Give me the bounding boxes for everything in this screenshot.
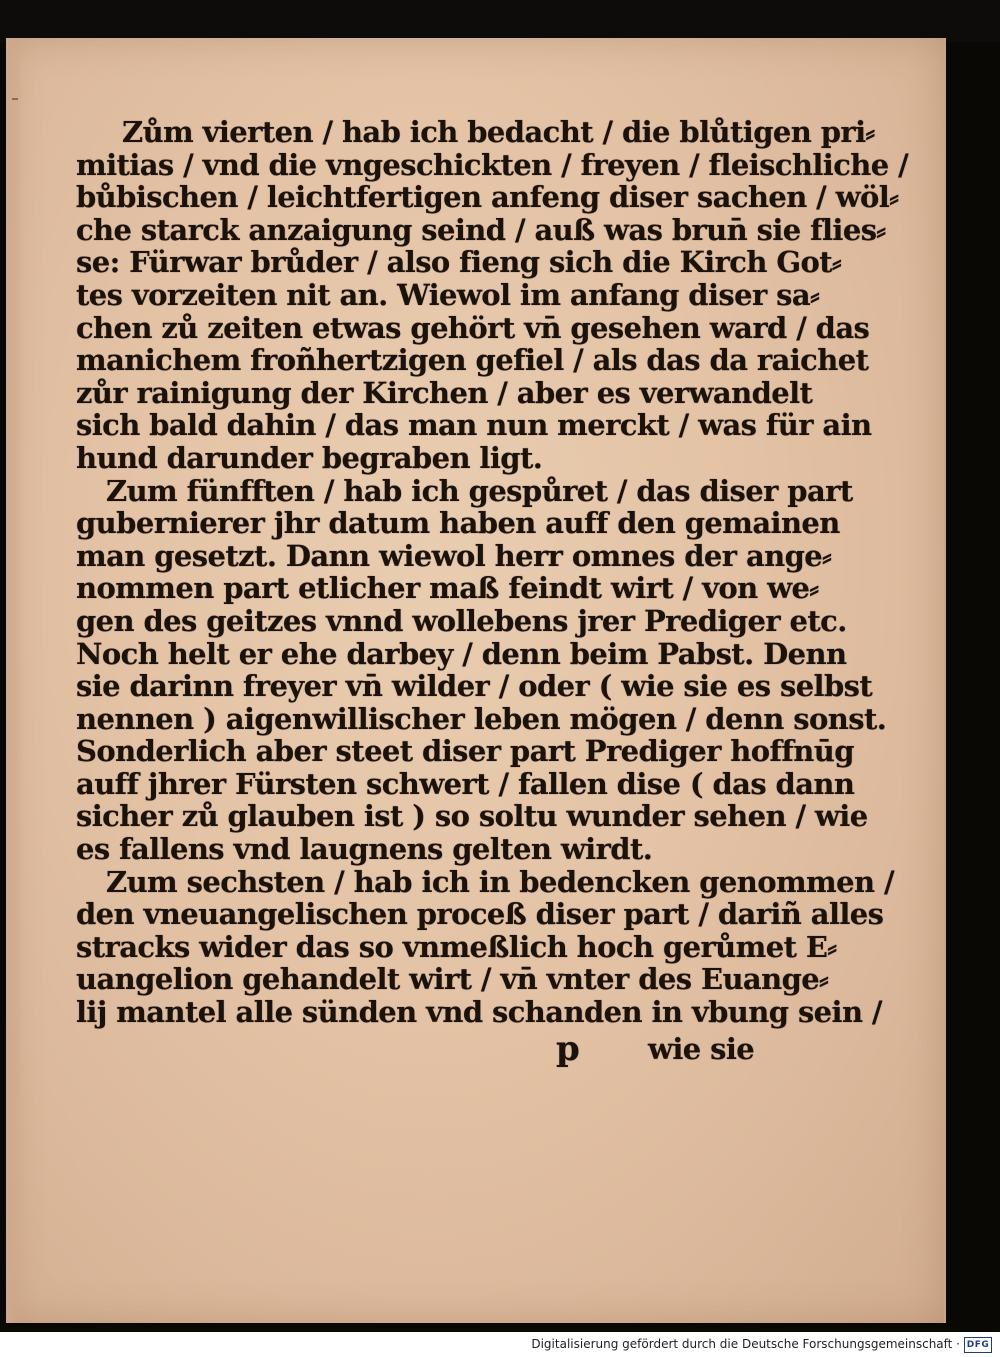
signature-mark: p xyxy=(556,1028,580,1069)
text-line: auff jhrer Fürsten schwert / fallen dise ( das dann xyxy=(76,766,855,801)
text-line: hund darunder begraben ligt. xyxy=(76,440,543,475)
text-line: se: Fürwar brůder / also fieng sich die Kirch Got⸗ xyxy=(76,245,842,280)
text-line: Sonderlich aber steet diser part Prediger hoffnūg xyxy=(76,734,854,769)
signature-line xyxy=(76,1029,776,1069)
page-text xyxy=(76,115,909,1069)
text-line: uangelion gehandelt wirt / vn̄ vnter des Euange⸗ xyxy=(76,962,829,997)
text-line: chen zů zeiten etwas gehört vn̄ gesehen ward / das xyxy=(76,310,870,345)
text-line: tes vorzeiten nit an. Wiewol im anfang diser sa⸗ xyxy=(76,277,820,312)
dfg-logo: DFG xyxy=(964,1337,992,1353)
text-line: Noch helt er ehe darbey / denn beim Pabst. Denn xyxy=(76,636,847,671)
text-line: stracks wider das so vnmeßlich hoch gerůmet E⸗ xyxy=(76,929,837,964)
text-line: gubernierer jhr datum haben auff den gemainen xyxy=(76,506,840,541)
text-line: mitias / vnd die vngeschickten / freyen / fleischliche / xyxy=(76,147,909,182)
text-line: Zum fünfften / hab ich gespůret / das diser part xyxy=(106,473,853,508)
text-line: sich bald dahin / das man nun merckt / was für ain xyxy=(76,408,872,443)
funding-credit: Digitalisierung gefördert durch die Deutsche Forschungsgemeinschaft · xyxy=(531,1337,960,1351)
paper-page xyxy=(6,38,946,1323)
text-line: zůr rainigung der Kirchen / aber es verwandelt xyxy=(76,375,813,410)
text-line: manichem froñhertzigen gefiel / als das da raichet xyxy=(76,343,869,378)
catchword: wie sie xyxy=(648,1031,755,1066)
text-line: gen des geitzes vnnd wollebens jrer Prediger etc. xyxy=(76,603,847,638)
text-line: nennen ) aigenwillischer leben mögen / denn sonst. xyxy=(76,701,887,736)
text-line: nommen part etlicher maß feindt wirt / von we⸗ xyxy=(76,571,819,606)
book-edge-shadow xyxy=(0,0,1000,42)
text-line: che starck anzaigung seind / auß was brun̄ sie flies⸗ xyxy=(76,212,886,247)
funding-footer xyxy=(0,1332,1000,1357)
text-line: Zum sechsten / hab ich in bedencken genommen / xyxy=(106,864,894,899)
text-line: sie darinn freyer vn̄ wilder / oder ( wie sie es selbst xyxy=(76,669,873,704)
text-line: bůbischen / leichtfertigen anfeng diser sachen / wöl⸗ xyxy=(76,180,899,215)
text-line: den vneuangelischen proceß diser part / dariñ alles xyxy=(76,897,884,932)
text-line: sicher zů glauben ist ) so soltu wunder sehen / wie xyxy=(76,799,868,834)
text-line: lij mantel alle sünden vnd schanden in vbung sein / xyxy=(76,995,882,1030)
text-line: es fallens vnd laugnens gelten wirdt. xyxy=(76,832,653,867)
text-line: man gesetzt. Dann wiewol herr omnes der ange⸗ xyxy=(76,538,832,573)
text-line: Zům vierten / hab ich bedacht / die blůtigen pri⸗ xyxy=(122,115,875,149)
margin-mark xyxy=(12,98,18,100)
page-binding-shade xyxy=(6,38,24,1323)
